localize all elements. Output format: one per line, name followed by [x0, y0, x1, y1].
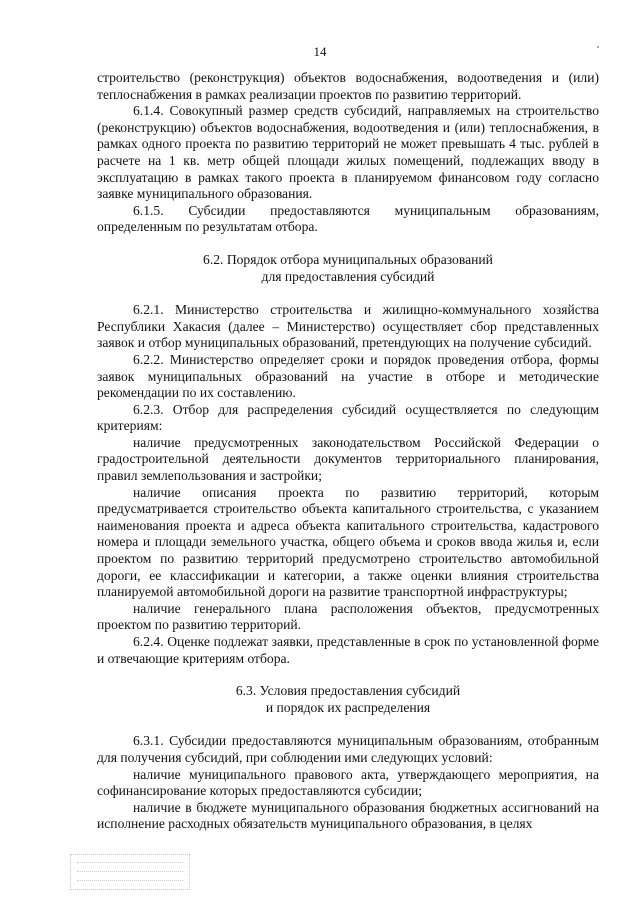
criterion-item: наличие описания проекта по развитию территорий, которым предусматривается строительство объекта капитального строительства, с указанием наименования проекта и адреса объекта капитального строительства, кадастрового номера и площади земельного участка, общего объема и сроков ввода жилья и, если проектом по развитию территорий предусмотрено строительство автомобильной дороги, ее классификации и категории, а также оценки влияния строительства планируемой автомобильной дороги на развитие транспортной инфраструктуры; [97, 484, 599, 600]
paragraph-continuation: строительство (реконструкция) объектов водоснабжения, водоотведения и (или) теплоснабжения в рамках реализации проектов по развитию территорий. [97, 70, 599, 102]
stamp-line [77, 871, 183, 873]
section-heading-line: для предоставления субсидий [261, 268, 435, 284]
criterion-item: наличие предусмотренных законодательством Российской Федерации о градостроительной деятельности документов территориального планирования, правил землепользования и застройки; [97, 434, 599, 484]
paragraph-6-2-1: 6.2.1. Министерство строительства и жилищно-коммунального хозяйства Республики Хакасия (далее – Министерство) осуществляет сбор представленных заявок и отбор муниципальных образований, претендующих на получение субсидий. [97, 302, 599, 351]
section-heading-line: 6.3. Условия предоставления субсидий [235, 683, 461, 699]
paragraph-6-1-5: 6.1.5. Субсидии предоставляются муниципальным образованиям, определенным по результатам отбора. [97, 202, 599, 235]
section-heading-6-2 [97, 252, 599, 285]
paragraph-6-3-1: 6.3.1. Субсидии предоставляются муниципальным образованиям, отобранным для получения субсидий, при соблюдении ими следующих условий: [97, 733, 599, 765]
criterion-item: наличие генерального плана расположения объектов, предусмотренных проектом по развитию территорий. [97, 600, 599, 633]
condition-item: наличие муниципального правового акта, утверждающего мероприятия, на софинансирование которых предоставляются субсидии; [97, 766, 599, 799]
section-heading-6-3 [97, 683, 599, 716]
paragraph-6-2-4: 6.2.4. Оценке подлежат заявки, представленные в срок по установленной форме и отвечающие критериям отбора. [97, 634, 599, 666]
faint-registration-stamp [70, 854, 190, 890]
stamp-line [77, 880, 183, 882]
condition-item: наличие в бюджете муниципального образования бюджетных ассигнований на исполнение расходных обязательств муниципального образования, в целях [97, 799, 599, 832]
paragraph-6-2-2: 6.2.2. Министерство определяет сроки и порядок проведения отбора, формы заявок муниципальных образований на участие в отборе и методические рекомендации по их составлению. [97, 351, 599, 401]
paragraph-6-1-4: 6.1.4. Совокупный размер средств субсидий, направляемых на строительство (реконструкцию) объектов водоснабжения, водоотведения и (или) теплоснабжения, в рамках одного проекта по развитию территорий не может превышать 4 тыс. рублей в расчете на 1 кв. метр общей площади жилых помещений, подлежащих вводу в эксплуатацию в рамках такого проекта в планируемом финансовом году согласно заявке муниципального образования. [97, 103, 599, 202]
scan-speck [597, 46, 599, 48]
section-heading-line: 6.2. Порядок отбора муниципальных образований [203, 251, 493, 267]
paragraph-6-2-3: 6.2.3. Отбор для распределения субсидий осуществляется по следующим критериям: [97, 401, 599, 434]
section-heading-line: и порядок их распределения [265, 699, 431, 715]
stamp-line [77, 862, 183, 864]
document-body [97, 70, 599, 833]
page-number: 14 [313, 44, 327, 59]
